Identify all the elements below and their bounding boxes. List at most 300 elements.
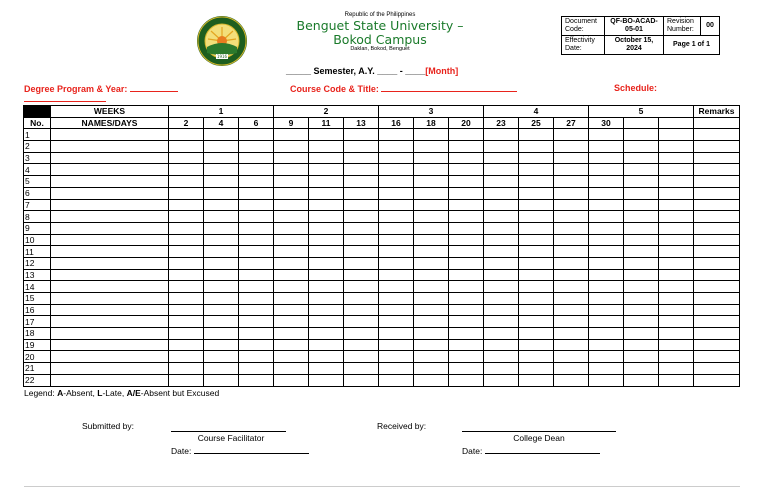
attendance-cell[interactable] bbox=[309, 187, 344, 199]
attendance-cell[interactable] bbox=[169, 363, 204, 375]
attendance-cell[interactable] bbox=[274, 293, 309, 305]
attendance-cell[interactable] bbox=[204, 187, 239, 199]
attendance-cell[interactable] bbox=[589, 304, 624, 316]
attendance-cell[interactable] bbox=[169, 304, 204, 316]
student-name-cell[interactable] bbox=[51, 141, 169, 153]
attendance-cell[interactable] bbox=[379, 234, 414, 246]
attendance-cell[interactable] bbox=[519, 328, 554, 340]
attendance-cell[interactable] bbox=[309, 304, 344, 316]
attendance-cell[interactable] bbox=[414, 187, 449, 199]
month-field[interactable]: [Month] bbox=[425, 66, 459, 76]
attendance-cell[interactable] bbox=[239, 164, 274, 176]
attendance-cell[interactable] bbox=[484, 176, 519, 188]
attendance-cell[interactable] bbox=[484, 328, 519, 340]
attendance-cell[interactable] bbox=[624, 141, 659, 153]
attendance-cell[interactable] bbox=[554, 316, 589, 328]
attendance-cell[interactable] bbox=[414, 316, 449, 328]
attendance-cell[interactable] bbox=[484, 222, 519, 234]
attendance-cell[interactable] bbox=[589, 269, 624, 281]
attendance-cell[interactable] bbox=[484, 129, 519, 141]
attendance-cell[interactable] bbox=[309, 246, 344, 258]
attendance-cell[interactable] bbox=[379, 129, 414, 141]
attendance-cell[interactable] bbox=[449, 374, 484, 386]
attendance-cell[interactable] bbox=[554, 234, 589, 246]
attendance-cell[interactable] bbox=[449, 129, 484, 141]
attendance-cell[interactable] bbox=[554, 339, 589, 351]
attendance-cell[interactable] bbox=[589, 246, 624, 258]
student-name-cell[interactable] bbox=[51, 339, 169, 351]
attendance-cell[interactable] bbox=[204, 199, 239, 211]
attendance-cell[interactable] bbox=[554, 176, 589, 188]
attendance-cell[interactable] bbox=[309, 339, 344, 351]
attendance-cell[interactable] bbox=[484, 234, 519, 246]
attendance-cell[interactable] bbox=[169, 234, 204, 246]
attendance-cell[interactable] bbox=[344, 164, 379, 176]
attendance-cell[interactable] bbox=[204, 351, 239, 363]
attendance-cell[interactable] bbox=[169, 199, 204, 211]
attendance-cell[interactable] bbox=[659, 257, 694, 269]
attendance-cell[interactable] bbox=[414, 129, 449, 141]
attendance-cell[interactable] bbox=[484, 152, 519, 164]
attendance-cell[interactable] bbox=[659, 339, 694, 351]
attendance-cell[interactable] bbox=[274, 363, 309, 375]
attendance-cell[interactable] bbox=[589, 141, 624, 153]
attendance-cell[interactable] bbox=[449, 293, 484, 305]
attendance-cell[interactable] bbox=[659, 152, 694, 164]
dean-signature-line[interactable] bbox=[462, 431, 616, 432]
attendance-cell[interactable] bbox=[379, 293, 414, 305]
attendance-cell[interactable] bbox=[274, 269, 309, 281]
attendance-cell[interactable] bbox=[204, 152, 239, 164]
attendance-cell[interactable] bbox=[554, 129, 589, 141]
attendance-cell[interactable] bbox=[274, 316, 309, 328]
attendance-cell[interactable] bbox=[344, 328, 379, 340]
attendance-cell[interactable] bbox=[344, 281, 379, 293]
attendance-cell[interactable] bbox=[519, 234, 554, 246]
attendance-cell[interactable] bbox=[449, 363, 484, 375]
attendance-cell[interactable] bbox=[519, 246, 554, 258]
attendance-cell[interactable] bbox=[659, 304, 694, 316]
attendance-cell[interactable] bbox=[519, 269, 554, 281]
attendance-cell[interactable] bbox=[519, 211, 554, 223]
attendance-cell[interactable] bbox=[519, 363, 554, 375]
attendance-cell[interactable] bbox=[449, 269, 484, 281]
attendance-cell[interactable] bbox=[379, 281, 414, 293]
attendance-cell[interactable] bbox=[414, 152, 449, 164]
remarks-cell[interactable] bbox=[694, 246, 740, 258]
attendance-cell[interactable] bbox=[624, 164, 659, 176]
attendance-cell[interactable] bbox=[309, 211, 344, 223]
student-name-cell[interactable] bbox=[51, 152, 169, 164]
attendance-cell[interactable] bbox=[274, 141, 309, 153]
attendance-cell[interactable] bbox=[274, 129, 309, 141]
remarks-cell[interactable] bbox=[694, 269, 740, 281]
attendance-cell[interactable] bbox=[449, 187, 484, 199]
attendance-cell[interactable] bbox=[344, 269, 379, 281]
attendance-cell[interactable] bbox=[519, 187, 554, 199]
attendance-cell[interactable] bbox=[379, 304, 414, 316]
attendance-cell[interactable] bbox=[274, 234, 309, 246]
attendance-cell[interactable] bbox=[484, 304, 519, 316]
attendance-cell[interactable] bbox=[484, 351, 519, 363]
attendance-cell[interactable] bbox=[344, 141, 379, 153]
attendance-cell[interactable] bbox=[379, 339, 414, 351]
attendance-cell[interactable] bbox=[169, 316, 204, 328]
attendance-cell[interactable] bbox=[519, 222, 554, 234]
attendance-cell[interactable] bbox=[484, 141, 519, 153]
attendance-cell[interactable] bbox=[274, 246, 309, 258]
attendance-cell[interactable] bbox=[589, 374, 624, 386]
attendance-cell[interactable] bbox=[589, 351, 624, 363]
attendance-cell[interactable] bbox=[659, 374, 694, 386]
attendance-cell[interactable] bbox=[379, 316, 414, 328]
attendance-cell[interactable] bbox=[589, 199, 624, 211]
attendance-cell[interactable] bbox=[659, 328, 694, 340]
attendance-cell[interactable] bbox=[379, 351, 414, 363]
attendance-cell[interactable] bbox=[414, 199, 449, 211]
attendance-cell[interactable] bbox=[274, 152, 309, 164]
attendance-cell[interactable] bbox=[589, 293, 624, 305]
attendance-cell[interactable] bbox=[309, 152, 344, 164]
attendance-cell[interactable] bbox=[239, 222, 274, 234]
remarks-cell[interactable] bbox=[694, 339, 740, 351]
remarks-cell[interactable] bbox=[694, 176, 740, 188]
attendance-cell[interactable] bbox=[414, 222, 449, 234]
attendance-cell[interactable] bbox=[309, 176, 344, 188]
attendance-cell[interactable] bbox=[484, 269, 519, 281]
attendance-cell[interactable] bbox=[344, 316, 379, 328]
attendance-cell[interactable] bbox=[309, 374, 344, 386]
attendance-cell[interactable] bbox=[484, 211, 519, 223]
attendance-cell[interactable] bbox=[239, 363, 274, 375]
attendance-cell[interactable] bbox=[344, 339, 379, 351]
attendance-cell[interactable] bbox=[344, 222, 379, 234]
attendance-cell[interactable] bbox=[309, 141, 344, 153]
remarks-cell[interactable] bbox=[694, 164, 740, 176]
attendance-cell[interactable] bbox=[554, 246, 589, 258]
attendance-cell[interactable] bbox=[659, 293, 694, 305]
remarks-cell[interactable] bbox=[694, 363, 740, 375]
student-name-cell[interactable] bbox=[51, 187, 169, 199]
attendance-cell[interactable] bbox=[239, 246, 274, 258]
attendance-cell[interactable] bbox=[554, 152, 589, 164]
attendance-cell[interactable] bbox=[379, 222, 414, 234]
attendance-cell[interactable] bbox=[554, 281, 589, 293]
attendance-cell[interactable] bbox=[519, 374, 554, 386]
attendance-cell[interactable] bbox=[449, 281, 484, 293]
attendance-cell[interactable] bbox=[379, 269, 414, 281]
attendance-cell[interactable] bbox=[379, 328, 414, 340]
attendance-cell[interactable] bbox=[519, 152, 554, 164]
student-name-cell[interactable] bbox=[51, 281, 169, 293]
degree-program-field[interactable] bbox=[24, 83, 178, 94]
attendance-cell[interactable] bbox=[239, 234, 274, 246]
attendance-cell[interactable] bbox=[659, 281, 694, 293]
attendance-cell[interactable] bbox=[589, 316, 624, 328]
attendance-cell[interactable] bbox=[414, 211, 449, 223]
attendance-cell[interactable] bbox=[519, 304, 554, 316]
attendance-cell[interactable] bbox=[659, 234, 694, 246]
attendance-cell[interactable] bbox=[414, 293, 449, 305]
attendance-cell[interactable] bbox=[344, 351, 379, 363]
attendance-cell[interactable] bbox=[554, 328, 589, 340]
attendance-cell[interactable] bbox=[379, 211, 414, 223]
attendance-cell[interactable] bbox=[379, 257, 414, 269]
attendance-cell[interactable] bbox=[169, 164, 204, 176]
student-name-cell[interactable] bbox=[51, 293, 169, 305]
attendance-cell[interactable] bbox=[589, 281, 624, 293]
attendance-cell[interactable] bbox=[274, 199, 309, 211]
attendance-cell[interactable] bbox=[449, 199, 484, 211]
attendance-cell[interactable] bbox=[414, 374, 449, 386]
attendance-cell[interactable] bbox=[554, 363, 589, 375]
attendance-cell[interactable] bbox=[379, 199, 414, 211]
attendance-cell[interactable] bbox=[344, 199, 379, 211]
attendance-cell[interactable] bbox=[414, 351, 449, 363]
attendance-cell[interactable] bbox=[519, 141, 554, 153]
attendance-cell[interactable] bbox=[624, 152, 659, 164]
remarks-cell[interactable] bbox=[694, 281, 740, 293]
attendance-cell[interactable] bbox=[519, 293, 554, 305]
attendance-cell[interactable] bbox=[379, 374, 414, 386]
attendance-cell[interactable] bbox=[519, 339, 554, 351]
attendance-cell[interactable] bbox=[519, 129, 554, 141]
attendance-cell[interactable] bbox=[449, 351, 484, 363]
attendance-cell[interactable] bbox=[204, 164, 239, 176]
attendance-cell[interactable] bbox=[414, 234, 449, 246]
attendance-cell[interactable] bbox=[309, 164, 344, 176]
attendance-cell[interactable] bbox=[589, 222, 624, 234]
student-name-cell[interactable] bbox=[51, 316, 169, 328]
attendance-cell[interactable] bbox=[169, 374, 204, 386]
attendance-cell[interactable] bbox=[169, 246, 204, 258]
student-name-cell[interactable] bbox=[51, 211, 169, 223]
course-field[interactable] bbox=[290, 83, 517, 94]
attendance-cell[interactable] bbox=[414, 141, 449, 153]
attendance-cell[interactable] bbox=[589, 176, 624, 188]
attendance-cell[interactable] bbox=[344, 374, 379, 386]
remarks-cell[interactable] bbox=[694, 304, 740, 316]
attendance-cell[interactable] bbox=[344, 363, 379, 375]
student-name-cell[interactable] bbox=[51, 164, 169, 176]
attendance-cell[interactable] bbox=[274, 339, 309, 351]
attendance-cell[interactable] bbox=[344, 293, 379, 305]
attendance-cell[interactable] bbox=[519, 164, 554, 176]
attendance-cell[interactable] bbox=[589, 339, 624, 351]
attendance-cell[interactable] bbox=[239, 328, 274, 340]
attendance-cell[interactable] bbox=[589, 187, 624, 199]
attendance-cell[interactable] bbox=[624, 316, 659, 328]
attendance-cell[interactable] bbox=[204, 328, 239, 340]
attendance-cell[interactable] bbox=[274, 281, 309, 293]
attendance-cell[interactable] bbox=[169, 293, 204, 305]
attendance-cell[interactable] bbox=[624, 351, 659, 363]
attendance-cell[interactable] bbox=[484, 339, 519, 351]
student-name-cell[interactable] bbox=[51, 199, 169, 211]
attendance-cell[interactable] bbox=[589, 211, 624, 223]
attendance-cell[interactable] bbox=[169, 328, 204, 340]
remarks-cell[interactable] bbox=[694, 257, 740, 269]
student-name-cell[interactable] bbox=[51, 374, 169, 386]
attendance-cell[interactable] bbox=[204, 293, 239, 305]
attendance-cell[interactable] bbox=[274, 351, 309, 363]
attendance-cell[interactable] bbox=[624, 246, 659, 258]
attendance-cell[interactable] bbox=[624, 199, 659, 211]
attendance-cell[interactable] bbox=[274, 187, 309, 199]
attendance-cell[interactable] bbox=[449, 141, 484, 153]
attendance-cell[interactable] bbox=[379, 141, 414, 153]
remarks-cell[interactable] bbox=[694, 328, 740, 340]
attendance-cell[interactable] bbox=[309, 257, 344, 269]
attendance-cell[interactable] bbox=[414, 164, 449, 176]
attendance-cell[interactable] bbox=[239, 257, 274, 269]
attendance-cell[interactable] bbox=[204, 281, 239, 293]
attendance-cell[interactable] bbox=[449, 152, 484, 164]
attendance-cell[interactable] bbox=[554, 199, 589, 211]
remarks-cell[interactable] bbox=[694, 293, 740, 305]
attendance-cell[interactable] bbox=[589, 152, 624, 164]
attendance-cell[interactable] bbox=[624, 187, 659, 199]
attendance-cell[interactable] bbox=[239, 281, 274, 293]
attendance-cell[interactable] bbox=[554, 164, 589, 176]
attendance-cell[interactable] bbox=[624, 328, 659, 340]
attendance-cell[interactable] bbox=[519, 316, 554, 328]
remarks-cell[interactable] bbox=[694, 234, 740, 246]
attendance-cell[interactable] bbox=[344, 234, 379, 246]
student-name-cell[interactable] bbox=[51, 328, 169, 340]
attendance-cell[interactable] bbox=[659, 187, 694, 199]
attendance-cell[interactable] bbox=[239, 187, 274, 199]
attendance-cell[interactable] bbox=[449, 257, 484, 269]
attendance-cell[interactable] bbox=[379, 152, 414, 164]
attendance-cell[interactable] bbox=[414, 339, 449, 351]
attendance-cell[interactable] bbox=[624, 129, 659, 141]
attendance-cell[interactable] bbox=[379, 187, 414, 199]
attendance-cell[interactable] bbox=[344, 176, 379, 188]
student-name-cell[interactable] bbox=[51, 234, 169, 246]
attendance-cell[interactable] bbox=[204, 246, 239, 258]
attendance-cell[interactable] bbox=[484, 187, 519, 199]
attendance-cell[interactable] bbox=[169, 281, 204, 293]
attendance-cell[interactable] bbox=[624, 211, 659, 223]
remarks-cell[interactable] bbox=[694, 211, 740, 223]
attendance-cell[interactable] bbox=[484, 246, 519, 258]
attendance-cell[interactable] bbox=[449, 246, 484, 258]
attendance-cell[interactable] bbox=[169, 176, 204, 188]
attendance-cell[interactable] bbox=[274, 328, 309, 340]
attendance-cell[interactable] bbox=[414, 246, 449, 258]
attendance-cell[interactable] bbox=[204, 269, 239, 281]
attendance-cell[interactable] bbox=[449, 316, 484, 328]
attendance-cell[interactable] bbox=[624, 363, 659, 375]
attendance-cell[interactable] bbox=[624, 304, 659, 316]
attendance-cell[interactable] bbox=[449, 164, 484, 176]
attendance-cell[interactable] bbox=[344, 152, 379, 164]
attendance-cell[interactable] bbox=[204, 363, 239, 375]
attendance-cell[interactable] bbox=[274, 257, 309, 269]
attendance-cell[interactable] bbox=[309, 363, 344, 375]
student-name-cell[interactable] bbox=[51, 351, 169, 363]
remarks-cell[interactable] bbox=[694, 351, 740, 363]
attendance-cell[interactable] bbox=[239, 176, 274, 188]
attendance-cell[interactable] bbox=[449, 328, 484, 340]
attendance-cell[interactable] bbox=[344, 246, 379, 258]
attendance-cell[interactable] bbox=[624, 281, 659, 293]
attendance-cell[interactable] bbox=[309, 351, 344, 363]
attendance-cell[interactable] bbox=[589, 363, 624, 375]
attendance-cell[interactable] bbox=[379, 164, 414, 176]
attendance-cell[interactable] bbox=[659, 164, 694, 176]
attendance-cell[interactable] bbox=[484, 293, 519, 305]
remarks-cell[interactable] bbox=[694, 129, 740, 141]
attendance-cell[interactable] bbox=[624, 269, 659, 281]
attendance-cell[interactable] bbox=[379, 176, 414, 188]
attendance-cell[interactable] bbox=[239, 141, 274, 153]
attendance-cell[interactable] bbox=[344, 211, 379, 223]
attendance-cell[interactable] bbox=[624, 257, 659, 269]
attendance-cell[interactable] bbox=[204, 374, 239, 386]
remarks-cell[interactable] bbox=[694, 316, 740, 328]
attendance-cell[interactable] bbox=[204, 211, 239, 223]
remarks-cell[interactable] bbox=[694, 187, 740, 199]
attendance-cell[interactable] bbox=[239, 351, 274, 363]
attendance-cell[interactable] bbox=[204, 129, 239, 141]
attendance-cell[interactable] bbox=[624, 222, 659, 234]
attendance-cell[interactable] bbox=[309, 328, 344, 340]
attendance-cell[interactable] bbox=[239, 374, 274, 386]
attendance-cell[interactable] bbox=[309, 316, 344, 328]
attendance-cell[interactable] bbox=[239, 152, 274, 164]
attendance-cell[interactable] bbox=[309, 281, 344, 293]
attendance-cell[interactable] bbox=[239, 211, 274, 223]
attendance-cell[interactable] bbox=[624, 293, 659, 305]
attendance-cell[interactable] bbox=[519, 199, 554, 211]
attendance-cell[interactable] bbox=[449, 222, 484, 234]
attendance-cell[interactable] bbox=[344, 129, 379, 141]
attendance-cell[interactable] bbox=[519, 351, 554, 363]
attendance-cell[interactable] bbox=[554, 304, 589, 316]
attendance-cell[interactable] bbox=[554, 222, 589, 234]
attendance-cell[interactable] bbox=[414, 269, 449, 281]
attendance-cell[interactable] bbox=[309, 269, 344, 281]
attendance-cell[interactable] bbox=[204, 304, 239, 316]
attendance-cell[interactable] bbox=[659, 246, 694, 258]
attendance-cell[interactable] bbox=[169, 257, 204, 269]
attendance-cell[interactable] bbox=[274, 304, 309, 316]
attendance-cell[interactable] bbox=[309, 129, 344, 141]
attendance-cell[interactable] bbox=[659, 141, 694, 153]
attendance-cell[interactable] bbox=[659, 176, 694, 188]
attendance-cell[interactable] bbox=[309, 293, 344, 305]
schedule-field[interactable] bbox=[614, 83, 657, 93]
student-name-cell[interactable] bbox=[51, 222, 169, 234]
attendance-cell[interactable] bbox=[554, 293, 589, 305]
attendance-cell[interactable] bbox=[204, 141, 239, 153]
attendance-cell[interactable] bbox=[169, 211, 204, 223]
attendance-cell[interactable] bbox=[484, 257, 519, 269]
attendance-cell[interactable] bbox=[449, 211, 484, 223]
facilitator-date[interactable]: Date: bbox=[171, 445, 309, 456]
attendance-cell[interactable] bbox=[239, 316, 274, 328]
attendance-cell[interactable] bbox=[484, 281, 519, 293]
attendance-cell[interactable] bbox=[659, 351, 694, 363]
attendance-cell[interactable] bbox=[169, 141, 204, 153]
attendance-cell[interactable] bbox=[554, 211, 589, 223]
remarks-cell[interactable] bbox=[694, 199, 740, 211]
attendance-cell[interactable] bbox=[659, 363, 694, 375]
attendance-cell[interactable] bbox=[589, 234, 624, 246]
attendance-cell[interactable] bbox=[624, 339, 659, 351]
